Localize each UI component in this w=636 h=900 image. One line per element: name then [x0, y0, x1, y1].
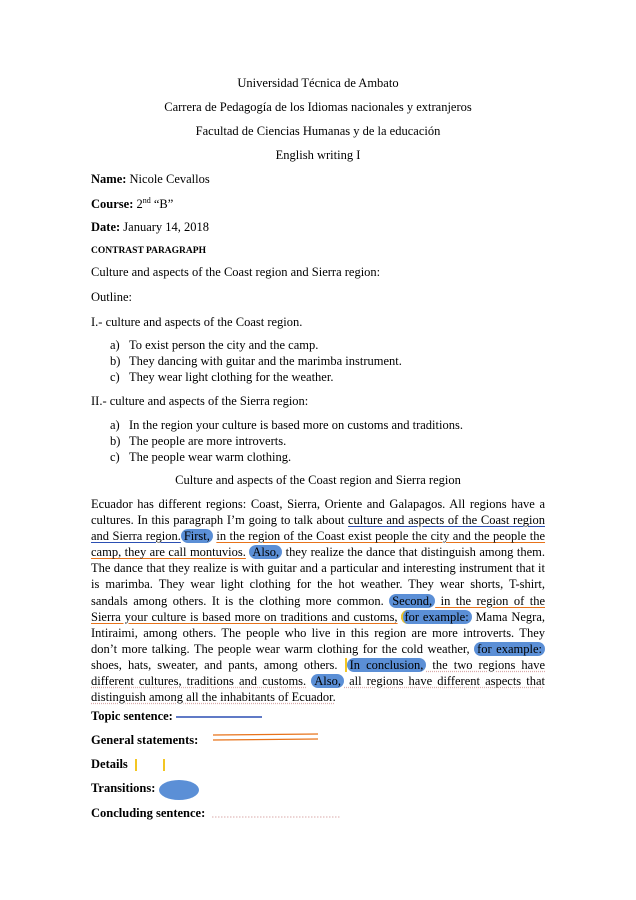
essay-intro: Ecuador has different regions: Coast, Sierra, Oriente and Galapagos. All regions have a cultures. In this paragraph I’m going to talk about	[91, 497, 545, 528]
outline-heading: Outline:	[91, 290, 132, 304]
list-marker: a)	[110, 338, 120, 352]
transition-also-1: Also,	[249, 545, 282, 559]
concluding-sentence-2: all regions have different aspects that distinguish among all the inhabitants of Ecuador.	[91, 674, 545, 705]
transition-second: Second,	[389, 594, 435, 608]
list-text: They wear light clothing for the weather.	[129, 370, 334, 384]
legend-topic-label: Topic sentence:	[91, 709, 173, 723]
list-marker: c)	[110, 370, 120, 384]
date-value: January 14, 2018	[120, 220, 210, 234]
date-label: Date:	[91, 220, 121, 234]
transition-for-example-2: for example:	[474, 642, 545, 656]
section-label: CONTRAST PARAGRAPH	[91, 246, 206, 256]
legend-transitions-label: Transitions:	[91, 781, 156, 795]
outline-part1-title: I.- culture and aspects of the Coast region.	[91, 315, 303, 329]
transition-for-example-1: for example:	[401, 610, 471, 624]
essay-coast-details: they realize the dance that distinguish among them. The dance that they realize is with guitar and a particular and interesting instrument that it is marimba. They wear light clothing for the hot weather. They wear shorts, T-shirt, sandals among others. It is the clothing more common.	[91, 545, 546, 608]
course-value: 2	[133, 197, 143, 212]
course-superscript: nd	[142, 196, 151, 205]
essay-sierra-details: Mama Negra, Intiraimi, among others. The people who live in this region are more introverts. They don’t more talking. The people wear warm clothing for the cold weather,	[91, 609, 546, 656]
legend-general-label: General statements:	[91, 733, 199, 747]
list-marker: c)	[110, 450, 120, 464]
list-text: The people wear warm clothing.	[129, 450, 292, 464]
university-name: Universidad Técnica de Ambato	[237, 76, 399, 90]
essay-clothing-details: shoes, hats, sweater, and pants, among others.	[91, 658, 347, 672]
general-underline-swatch-1	[213, 734, 318, 735]
transition-first: First,	[181, 529, 213, 543]
outline-part2-title: II.- culture and aspects of the Sierra region:	[91, 394, 309, 408]
list-text: In the region your culture is based more on customs and traditions.	[129, 418, 463, 432]
course-section: “B”	[150, 197, 174, 212]
name-label: Name:	[91, 172, 127, 186]
general-statement-2: in the region of the Sierra your culture is based more on traditions and customs,	[91, 593, 545, 624]
essay-title: Culture and aspects of the Coast region and Sierra region	[175, 473, 461, 487]
subject-name: English writing I	[275, 148, 361, 162]
outline-topic: Culture and aspects of the Coast region and Sierra region:	[91, 265, 381, 279]
list-marker: b)	[110, 354, 121, 368]
legend-concluding-label: Concluding sentence:	[91, 806, 206, 820]
list-marker: b)	[110, 434, 121, 448]
concluding-sentence-1: the two regions have different cultures, traditions and customs.	[91, 657, 545, 689]
name-value: Nicole Cevallos	[126, 172, 210, 186]
legend-details-label: Details	[91, 757, 128, 771]
faculty-name: Facultad de Ciencias Humanas y de la educación	[195, 124, 441, 138]
list-text: They dancing with guitar and the marimba instrument.	[129, 354, 402, 368]
list-text: To exist person the city and the camp.	[129, 338, 319, 352]
transition-also-2: Also,	[311, 674, 344, 688]
list-text: The people are more introverts.	[129, 434, 287, 448]
topic-sentence: culture and aspects of the Coast region and Sierra region.	[91, 513, 545, 544]
general-underline-swatch-2	[213, 739, 318, 740]
list-marker: a)	[110, 418, 120, 432]
transition-highlight-swatch	[159, 780, 199, 800]
course-label: Course:	[91, 197, 134, 212]
career-name: Carrera de Pedagogía de los Idiomas nacionales y extranjeros	[164, 100, 472, 114]
transition-in-conclusion: In conclusion,	[347, 658, 427, 672]
general-statement-1: in the region of the Coast exist people the city and the people the camp, they are call montuvios.	[91, 529, 546, 560]
